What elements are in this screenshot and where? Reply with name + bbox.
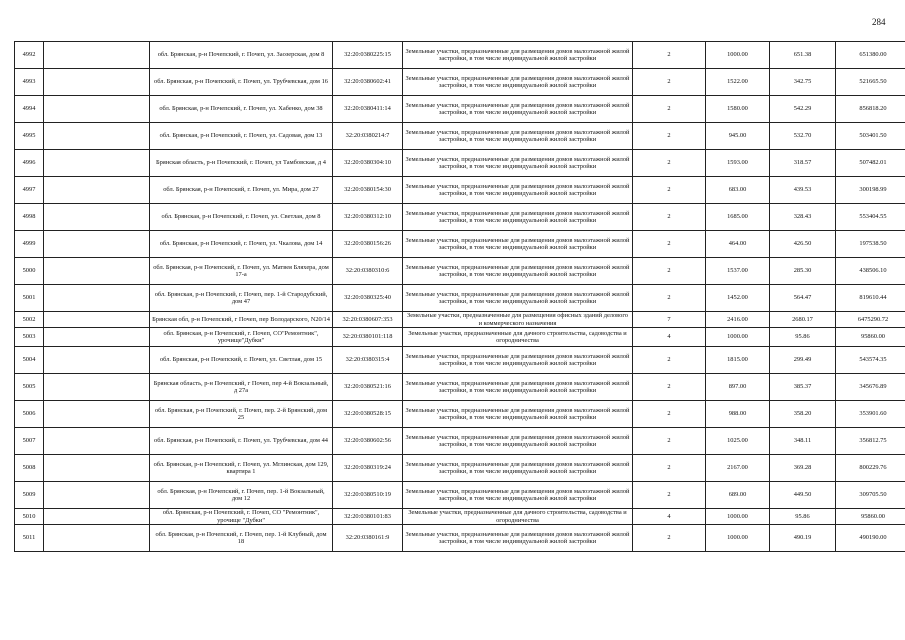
empty-cell <box>44 42 150 69</box>
specific-value-cell: 348.11 <box>770 428 836 455</box>
address-cell: Брянская область, р-н Почепский, г. Почеп, ул Тамбовская, д 4 <box>150 150 333 177</box>
area-cell: 1025.00 <box>706 428 770 455</box>
empty-cell <box>44 177 150 204</box>
empty-cell <box>44 347 150 374</box>
address-cell: обл. Брянская, р-н Почепский, г. Почеп, ул. Светлая, дом 8 <box>150 204 333 231</box>
specific-value-cell: 285.30 <box>770 258 836 285</box>
cadastral-number-cell: 32:20:0380521:16 <box>333 374 403 401</box>
group-cell: 4 <box>633 328 706 347</box>
cadastral-cost-cell: 819610.44 <box>836 285 905 312</box>
specific-value-cell: 564.47 <box>770 285 836 312</box>
group-cell: 4 <box>633 509 706 525</box>
empty-cell <box>44 312 150 328</box>
row-number-cell: 4999 <box>15 231 44 258</box>
cadastral-cost-cell: 507482.01 <box>836 150 905 177</box>
table-row <box>15 509 905 525</box>
area-cell: 1452.00 <box>706 285 770 312</box>
group-cell: 2 <box>633 285 706 312</box>
permitted-use-cell: Земельные участки, предназначенные для размещения офисных зданий делового и коммерческого назначения <box>403 312 633 328</box>
row-number-cell: 4994 <box>15 96 44 123</box>
table-row <box>15 525 905 552</box>
cadastral-number-cell: 32:20:0380161:9 <box>333 525 403 552</box>
group-cell: 2 <box>633 482 706 509</box>
table-row <box>15 455 905 482</box>
row-number-cell: 5000 <box>15 258 44 285</box>
permitted-use-cell: Земельные участки, предназначенные для размещения домов малоэтажной жилой застройки, в том числе индивидуальной жилой застройки <box>403 374 633 401</box>
row-number-cell: 4997 <box>15 177 44 204</box>
cadastral-cost-cell: 438506.10 <box>836 258 905 285</box>
cadastral-cost-cell: 95860.00 <box>836 328 905 347</box>
address-cell: обл. Брянская, р-н Почепский, г. Почеп, ул. Светлая, дом 15 <box>150 347 333 374</box>
permitted-use-cell: Земельные участки, предназначенные для размещения домов малоэтажной жилой застройки, в том числе индивидуальной жилой застройки <box>403 525 633 552</box>
address-cell: обл. Брянская, р-н Почепский, г. Почеп, ул. Трубчевская, дом 44 <box>150 428 333 455</box>
permitted-use-cell: Земельные участки, предназначенные для размещения домов малоэтажной жилой застройки, в том числе индивидуальной жилой застройки <box>403 42 633 69</box>
cadastral-number-cell: 32:20:0380510:19 <box>333 482 403 509</box>
specific-value-cell: 426.50 <box>770 231 836 258</box>
specific-value-cell: 299.49 <box>770 347 836 374</box>
table-row <box>15 312 905 328</box>
permitted-use-cell: Земельные участки, предназначенные для размещения домов малоэтажной жилой застройки, в том числе индивидуальной жилой застройки <box>403 69 633 96</box>
cadastral-number-cell: 32:20:0380304:10 <box>333 150 403 177</box>
table-row <box>15 96 905 123</box>
cadastral-number-cell: 32:20:0380156:26 <box>333 231 403 258</box>
cadastral-number-cell: 32:20:0380325:40 <box>333 285 403 312</box>
table-row <box>15 150 905 177</box>
empty-cell <box>44 150 150 177</box>
cadastral-cost-cell: 553404.55 <box>836 204 905 231</box>
group-cell: 2 <box>633 177 706 204</box>
empty-cell <box>44 204 150 231</box>
cadastral-cost-cell: 503401.50 <box>836 123 905 150</box>
specific-value-cell: 449.50 <box>770 482 836 509</box>
cadastral-cost-cell: 309705.50 <box>836 482 905 509</box>
specific-value-cell: 358.20 <box>770 401 836 428</box>
area-cell: 2416.00 <box>706 312 770 328</box>
specific-value-cell: 490.19 <box>770 525 836 552</box>
cadastral-number-cell: 32:20:0380411:14 <box>333 96 403 123</box>
row-number-cell: 4995 <box>15 123 44 150</box>
cadastral-cost-cell: 95860.00 <box>836 509 905 525</box>
table-body <box>15 42 905 552</box>
address-cell: обл. Брянская, р-н Почепский, г. Почеп, пер. 1-й Вокзальный, дом 12 <box>150 482 333 509</box>
cadastral-number-cell: 32:20:0380319:24 <box>333 455 403 482</box>
group-cell: 2 <box>633 347 706 374</box>
cadastral-cost-cell: 543574.35 <box>836 347 905 374</box>
table-row <box>15 123 905 150</box>
address-cell: обл. Брянская, р-н Почепский, г. Почеп, ул. Заозерская, дом 8 <box>150 42 333 69</box>
table-row <box>15 285 905 312</box>
specific-value-cell: 439.53 <box>770 177 836 204</box>
area-cell: 1000.00 <box>706 42 770 69</box>
row-number-cell: 4992 <box>15 42 44 69</box>
row-number-cell: 5004 <box>15 347 44 374</box>
table-row <box>15 69 905 96</box>
cadastral-number-cell: 32:20:0380101:118 <box>333 328 403 347</box>
cadastral-value-table <box>14 41 905 552</box>
group-cell: 7 <box>633 312 706 328</box>
specific-value-cell: 651.38 <box>770 42 836 69</box>
cadastral-cost-cell: 800229.76 <box>836 455 905 482</box>
area-cell: 1593.00 <box>706 150 770 177</box>
permitted-use-cell: Земельные участки, предназначенные для размещения домов малоэтажной жилой застройки, в том числе индивидуальной жилой застройки <box>403 455 633 482</box>
page-number: 284 <box>872 17 886 27</box>
specific-value-cell: 318.57 <box>770 150 836 177</box>
cadastral-number-cell: 32:20:0380310:6 <box>333 258 403 285</box>
cadastral-number-cell: 32:20:0380602:56 <box>333 428 403 455</box>
address-cell: обл. Брянская, р-н Почепский, г. Почеп, ул. Мира, дом 27 <box>150 177 333 204</box>
cadastral-cost-cell: 300198.99 <box>836 177 905 204</box>
cadastral-number-cell: 32:20:0380528:15 <box>333 401 403 428</box>
table-row <box>15 328 905 347</box>
permitted-use-cell: Земельные участки, предназначенные для размещения домов малоэтажной жилой застройки, в том числе индивидуальной жилой застройки <box>403 258 633 285</box>
group-cell: 2 <box>633 150 706 177</box>
row-number-cell: 4993 <box>15 69 44 96</box>
cadastral-cost-cell: 345676.89 <box>836 374 905 401</box>
group-cell: 2 <box>633 42 706 69</box>
cadastral-number-cell: 32:20:0380315:4 <box>333 347 403 374</box>
specific-value-cell: 95.86 <box>770 328 836 347</box>
permitted-use-cell: Земельные участки, предназначенные для размещения домов малоэтажной жилой застройки, в том числе индивидуальной жилой застройки <box>403 204 633 231</box>
row-number-cell: 4998 <box>15 204 44 231</box>
group-cell: 2 <box>633 525 706 552</box>
table-row <box>15 347 905 374</box>
empty-cell <box>44 285 150 312</box>
cadastral-cost-cell: 651380.00 <box>836 42 905 69</box>
empty-cell <box>44 428 150 455</box>
area-cell: 464.00 <box>706 231 770 258</box>
specific-value-cell: 95.86 <box>770 509 836 525</box>
empty-cell <box>44 482 150 509</box>
area-cell: 689.00 <box>706 482 770 509</box>
cadastral-number-cell: 32:20:0380101:83 <box>333 509 403 525</box>
row-number-cell: 4996 <box>15 150 44 177</box>
row-number-cell: 5010 <box>15 509 44 525</box>
specific-value-cell: 342.75 <box>770 69 836 96</box>
cadastral-cost-cell: 490190.00 <box>836 525 905 552</box>
cadastral-cost-cell: 856818.20 <box>836 96 905 123</box>
group-cell: 2 <box>633 455 706 482</box>
area-cell: 988.00 <box>706 401 770 428</box>
permitted-use-cell: Земельные участки, предназначенные для размещения домов малоэтажной жилой застройки, в том числе индивидуальной жилой застройки <box>403 401 633 428</box>
empty-cell <box>44 525 150 552</box>
address-cell: обл. Брянская, р-н Почепский, г. Почеп, ул. Хабенко, дом 38 <box>150 96 333 123</box>
row-number-cell: 5002 <box>15 312 44 328</box>
cadastral-cost-cell: 353901.60 <box>836 401 905 428</box>
permitted-use-cell: Земельные участки, предназначенные для размещения домов малоэтажной жилой застройки, в том числе индивидуальной жилой застройки <box>403 177 633 204</box>
permitted-use-cell: Земельные участки, предназначенные для размещения домов малоэтажной жилой застройки, в том числе индивидуальной жилой застройки <box>403 231 633 258</box>
empty-cell <box>44 374 150 401</box>
specific-value-cell: 532.70 <box>770 123 836 150</box>
cadastral-number-cell: 32:20:0380225:15 <box>333 42 403 69</box>
row-number-cell: 5005 <box>15 374 44 401</box>
address-cell: Брянская обл, р-н Почепский, г Почеп, пер Володарского, N20/14 <box>150 312 333 328</box>
area-cell: 683.00 <box>706 177 770 204</box>
cadastral-number-cell: 32:20:0380154:30 <box>333 177 403 204</box>
address-cell: обл. Брянская, р-н Почепский, г. Почеп, пер. 1-й Стародубский, дом 47 <box>150 285 333 312</box>
empty-cell <box>44 509 150 525</box>
group-cell: 2 <box>633 69 706 96</box>
permitted-use-cell: Земельные участки, предназначенные для размещения домов малоэтажной жилой застройки, в том числе индивидуальной жилой застройки <box>403 123 633 150</box>
cadastral-number-cell: 32:20:0380607:353 <box>333 312 403 328</box>
group-cell: 2 <box>633 258 706 285</box>
empty-cell <box>44 455 150 482</box>
empty-cell <box>44 96 150 123</box>
empty-cell <box>44 231 150 258</box>
area-cell: 1685.00 <box>706 204 770 231</box>
permitted-use-cell: Земельные участки, предназначенные для размещения домов малоэтажной жилой застройки, в том числе индивидуальной жилой застройки <box>403 285 633 312</box>
permitted-use-cell: Земельные участки, предназначенные для размещения домов малоэтажной жилой застройки, в том числе индивидуальной жилой застройки <box>403 347 633 374</box>
group-cell: 2 <box>633 374 706 401</box>
permitted-use-cell: Земельные участки, предназначенные для размещения домов малоэтажной жилой застройки, в том числе индивидуальной жилой застройки <box>403 428 633 455</box>
table-row <box>15 42 905 69</box>
group-cell: 2 <box>633 428 706 455</box>
area-cell: 1000.00 <box>706 525 770 552</box>
table-row <box>15 204 905 231</box>
cadastral-cost-cell: 356812.75 <box>836 428 905 455</box>
table-row <box>15 428 905 455</box>
area-cell: 897.00 <box>706 374 770 401</box>
cadastral-number-cell: 32:20:0380312:10 <box>333 204 403 231</box>
specific-value-cell: 2680.17 <box>770 312 836 328</box>
group-cell: 2 <box>633 231 706 258</box>
permitted-use-cell: Земельные участки, предназначенные для размещения домов малоэтажной жилой застройки, в том числе индивидуальной жилой застройки <box>403 482 633 509</box>
area-cell: 1815.00 <box>706 347 770 374</box>
group-cell: 2 <box>633 123 706 150</box>
permitted-use-cell: Земельные участки, предназначенные для размещения домов малоэтажной жилой застройки, в том числе индивидуальной жилой застройки <box>403 96 633 123</box>
permitted-use-cell: Земельные участки, предназначенные для дачного строительства, садоводства и огородничества <box>403 509 633 525</box>
specific-value-cell: 385.37 <box>770 374 836 401</box>
address-cell: обл. Брянская, р-н Почепский, г. Почеп, пер. 2-й Брянский, дом 25 <box>150 401 333 428</box>
area-cell: 2167.00 <box>706 455 770 482</box>
empty-cell <box>44 328 150 347</box>
row-number-cell: 5006 <box>15 401 44 428</box>
address-cell: обл. Брянская, р-н Почепский, г. Почеп, пер. 1-й Клубный, дом 18 <box>150 525 333 552</box>
area-cell: 1000.00 <box>706 509 770 525</box>
specific-value-cell: 369.28 <box>770 455 836 482</box>
group-cell: 2 <box>633 96 706 123</box>
group-cell: 2 <box>633 401 706 428</box>
row-number-cell: 5009 <box>15 482 44 509</box>
cadastral-cost-cell: 197538.50 <box>836 231 905 258</box>
table-row <box>15 482 905 509</box>
empty-cell <box>44 401 150 428</box>
row-number-cell: 5008 <box>15 455 44 482</box>
area-cell: 1580.00 <box>706 96 770 123</box>
empty-cell <box>44 69 150 96</box>
table-row <box>15 231 905 258</box>
group-cell: 2 <box>633 204 706 231</box>
address-cell: обл. Брянская, р-н Почепский, г. Почеп, ул. Трубчевская, дом 16 <box>150 69 333 96</box>
table-row <box>15 177 905 204</box>
permitted-use-cell: Земельные участки, предназначенные для размещения домов малоэтажной жилой застройки, в том числе индивидуальной жилой застройки <box>403 150 633 177</box>
cadastral-cost-cell: 521665.50 <box>836 69 905 96</box>
address-cell: Брянская область, р-н Почепский, г Почеп, пер 4-й Вокзальный, д 27а <box>150 374 333 401</box>
cadastral-cost-cell: 6475290.72 <box>836 312 905 328</box>
table-row <box>15 258 905 285</box>
address-cell: обл. Брянская, р-н Почепский, г. Почеп, ул. Чкалова, дом 14 <box>150 231 333 258</box>
cadastral-number-cell: 32:20:0380214:7 <box>333 123 403 150</box>
area-cell: 1537.00 <box>706 258 770 285</box>
area-cell: 1522.00 <box>706 69 770 96</box>
specific-value-cell: 542.29 <box>770 96 836 123</box>
address-cell: обл. Брянская, р-н Почепский, г. Почеп, СО"Ремонтник", урочище"Дубки" <box>150 328 333 347</box>
area-cell: 1000.00 <box>706 328 770 347</box>
table-row <box>15 401 905 428</box>
area-cell: 945.00 <box>706 123 770 150</box>
address-cell: обл. Брянская, р-н Почепский, г. Почеп, ул. Садовая, дом 13 <box>150 123 333 150</box>
address-cell: обл. Брянская, р-н Почепский, г. Почеп, СО "Ремонтник", урочище "Дубки" <box>150 509 333 525</box>
row-number-cell: 5007 <box>15 428 44 455</box>
address-cell: обл. Брянская, р-н Почепский, г. Почеп, ул. Матвея Бляхера, дом 17-а <box>150 258 333 285</box>
row-number-cell: 5001 <box>15 285 44 312</box>
empty-cell <box>44 258 150 285</box>
specific-value-cell: 328.43 <box>770 204 836 231</box>
permitted-use-cell: Земельные участки, предназначенные для дачного строительства, садоводства и огородничества <box>403 328 633 347</box>
address-cell: обл. Брянская, р-н Почепский, г. Почеп, ул. Мглинская, дом 129, квартира 1 <box>150 455 333 482</box>
cadastral-number-cell: 32:20:0380602:41 <box>333 69 403 96</box>
row-number-cell: 5011 <box>15 525 44 552</box>
empty-cell <box>44 123 150 150</box>
table-row <box>15 374 905 401</box>
row-number-cell: 5003 <box>15 328 44 347</box>
